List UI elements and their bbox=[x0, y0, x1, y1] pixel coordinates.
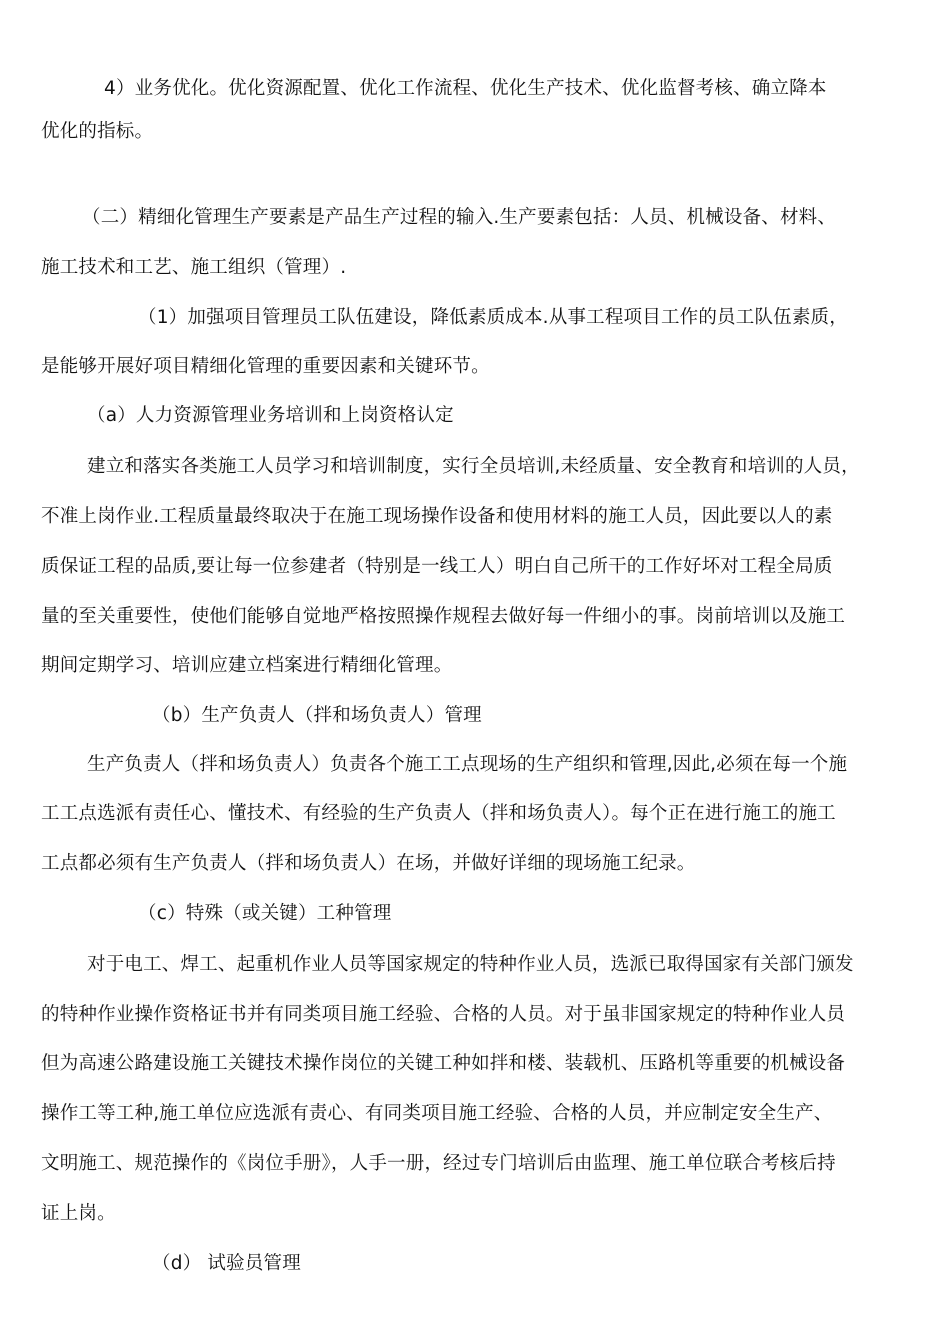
paragraph-special-work-line-6: 证上岗。 bbox=[41, 1203, 116, 1224]
paragraph-production-line-3: 工点都必须有生产负责人（拌和场负责人）在场，并做好详细的现场施工纪录。 bbox=[41, 853, 696, 874]
paragraph-special-work-line-3: 但为高速公路建设施工关键技术操作岗位的关键工种如拌和楼、装载机、压路机等重要的机械设备 bbox=[41, 1053, 846, 1074]
subsection-1-line-2: 是能够开展好项目精细化管理的重要因素和关键环节。 bbox=[41, 356, 490, 377]
paragraph-production-line-1: 生产负责人（拌和场负责人）负责各个施工工点现场的生产组织和管理,因此,必须在每一个施 bbox=[87, 754, 848, 775]
paragraph-business-optimization-line-1: 4）业务优化。优化资源配置、优化工作流程、优化生产技术、优化监督考核、确立降本 bbox=[104, 78, 827, 99]
subsection-a-heading: （a）人力资源管理业务培训和上岗资格认定 bbox=[87, 405, 454, 426]
paragraph-business-optimization-line-2: 优化的指标。 bbox=[41, 121, 154, 142]
paragraph-special-work-line-1: 对于电工、焊工、起重机作业人员等国家规定的特种作业人员，选派已取得国家有关部门颁发 bbox=[87, 954, 854, 975]
paragraph-special-work-line-4: 操作工等工种,施工单位应选派有责心、有同类项目施工经验、合格的人员，并应制定安全生产、 bbox=[41, 1103, 833, 1124]
paragraph-training-line-3: 质保证工程的品质,要让每一位参建者（特别是一线工人）明白自己所干的工作好坏对工程全局质 bbox=[41, 556, 833, 577]
section-two-heading-line-2: 施工技术和工艺、施工组织（管理）. bbox=[41, 257, 347, 278]
paragraph-special-work-line-2: 的特种作业操作资格证书并有同类项目施工经验、合格的人员。对于虽非国家规定的特种作业人员 bbox=[41, 1004, 846, 1025]
section-two-heading-line-1: （二）精细化管理生产要素是产品生产过程的输入.生产要素包括：人员、机械设备、材料、 bbox=[82, 207, 837, 228]
paragraph-production-line-2: 工工点选派有责任心、懂技术、有经验的生产负责人（拌和场负责人）。每个正在进行施工的施工 bbox=[41, 803, 836, 824]
subsection-c-heading: （c）特殊（或关键）工种管理 bbox=[138, 903, 392, 924]
paragraph-training-line-4: 量的至关重要性，使他们能够自觉地严格按照操作规程去做好每一件细小的事。岗前培训以及施工 bbox=[41, 606, 846, 627]
paragraph-training-line-5: 期间定期学习、培训应建立档案进行精细化管理。 bbox=[41, 655, 453, 676]
subsection-b-heading: （b）生产负责人（拌和场负责人）管理 bbox=[152, 705, 482, 726]
subsection-1-line-1: （1）加强项目管理员工队伍建设，降低素质成本.从事工程项目工作的员工队伍素质， bbox=[138, 307, 848, 328]
paragraph-training-line-2: 不准上岗作业.工程质量最终取决于在施工现场操作设备和使用材料的施工人员，因此要以人的素 bbox=[41, 506, 833, 527]
subsection-d-heading: （d） 试验员管理 bbox=[152, 1253, 301, 1274]
paragraph-training-line-1: 建立和落实各类施工人员学习和培训制度，实行全员培训,未经质量、安全教育和培训的人员， bbox=[87, 456, 860, 477]
paragraph-special-work-line-5: 文明施工、规范操作的《岗位手册》，人手一册，经过专门培训后由监理、施工单位联合考核后持 bbox=[41, 1153, 836, 1174]
